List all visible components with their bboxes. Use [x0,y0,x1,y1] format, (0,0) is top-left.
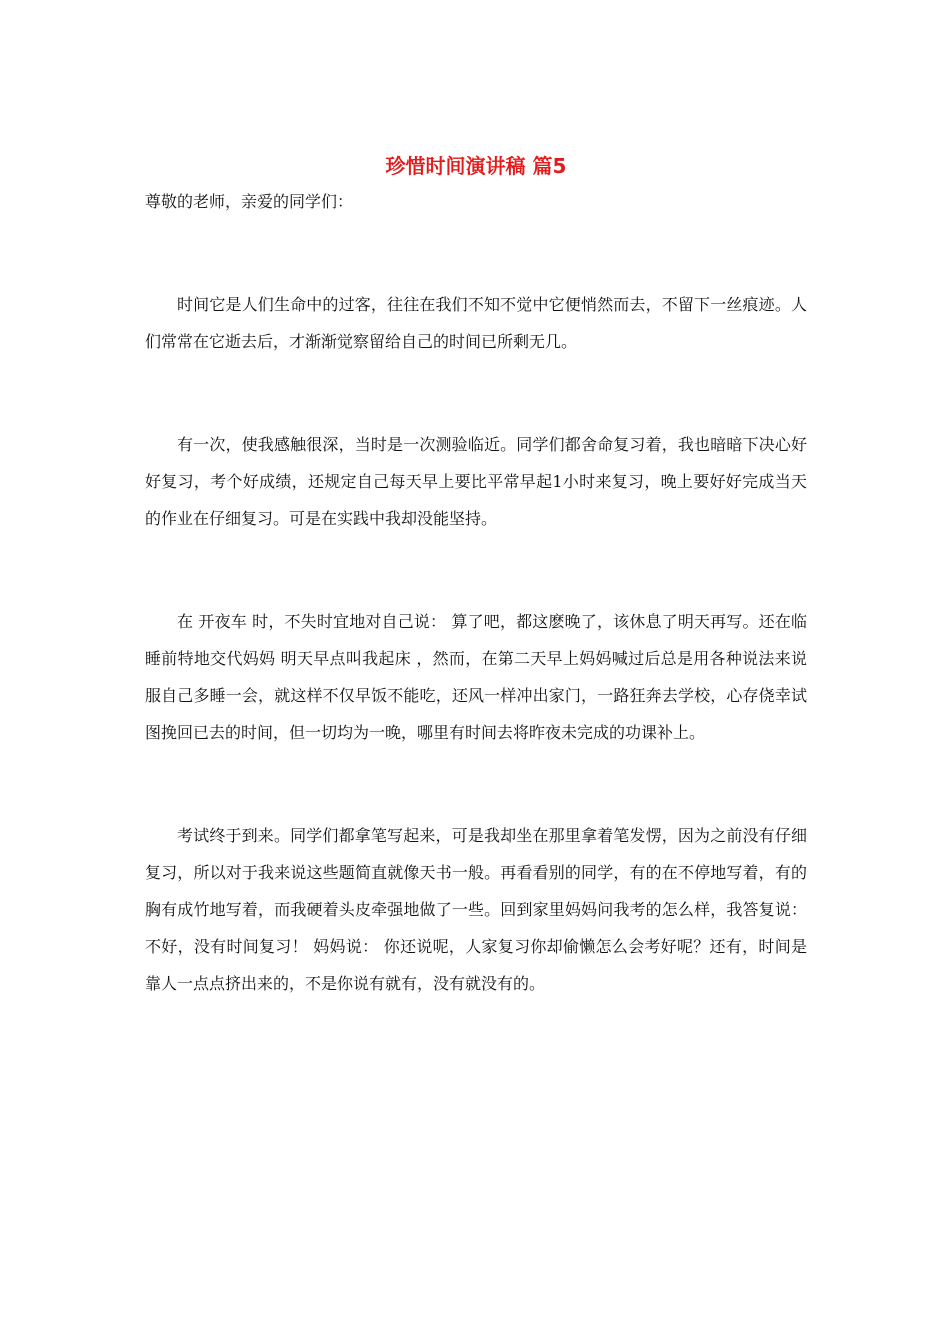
body-paragraph-1: 时间它是人们生命中的过客，往往在我们不知不觉中它便悄然而去，不留下一丝痕迹。人们常常在它逝去后，才渐渐觉察留给自己的时间已所剩无几。 [145,295,807,351]
page-title: 珍惜时间演讲稿 篇5 [385,154,567,178]
document-page [145,152,807,1002]
body-paragraph-4: 考试终于到来。同学们都拿笔写起来，可是我却坐在那里拿着笔发愣，因为之前没有仔细复习，所以对于我来说这些题简直就像天书一般。再看看别的同学，有的在不停地写着，有的胸有成竹地写着，而我硬着头皮牵强地做了一些。回到家里妈妈问我考的怎么样，我答复说： 不好，没有时间复习！ 妈妈说： 你还说呢，人家复习你却偷懒怎么会考好呢？还有，时间是靠人一点点挤出来的，不是你说有就有，没有就没有的。 [145,826,807,993]
body-paragraph-2: 有一次，使我感触很深，当时是一次测验临近。同学们都舍命复习着，我也暗暗下决心好好复习，考个好成绩，还规定自己每天早上要比平常早起1小时来复习，晚上要好好完成当天的作业在仔细复习。可是在实践中我却没能坚持。 [145,435,807,528]
greeting-line: 尊敬的老师，亲爱的同学们： [145,192,354,211]
body-paragraph-3: 在 开夜车 时，不失时宜地对自己说： 算了吧，都这麽晚了，该休息了明天再写。还在临睡前特地交代妈妈 明天早点叫我起床 ，然而，在第二天早上妈妈喊过后总是用各种说法来说服自己多睡一会，就这样不仅早饭不能吃，还风一样冲出家门，一路狂奔去学校，心存侥幸试图挽回已去的时间，但一切均为一晚，哪里有时间去将昨夜未完成的功课补上。 [145,612,807,742]
